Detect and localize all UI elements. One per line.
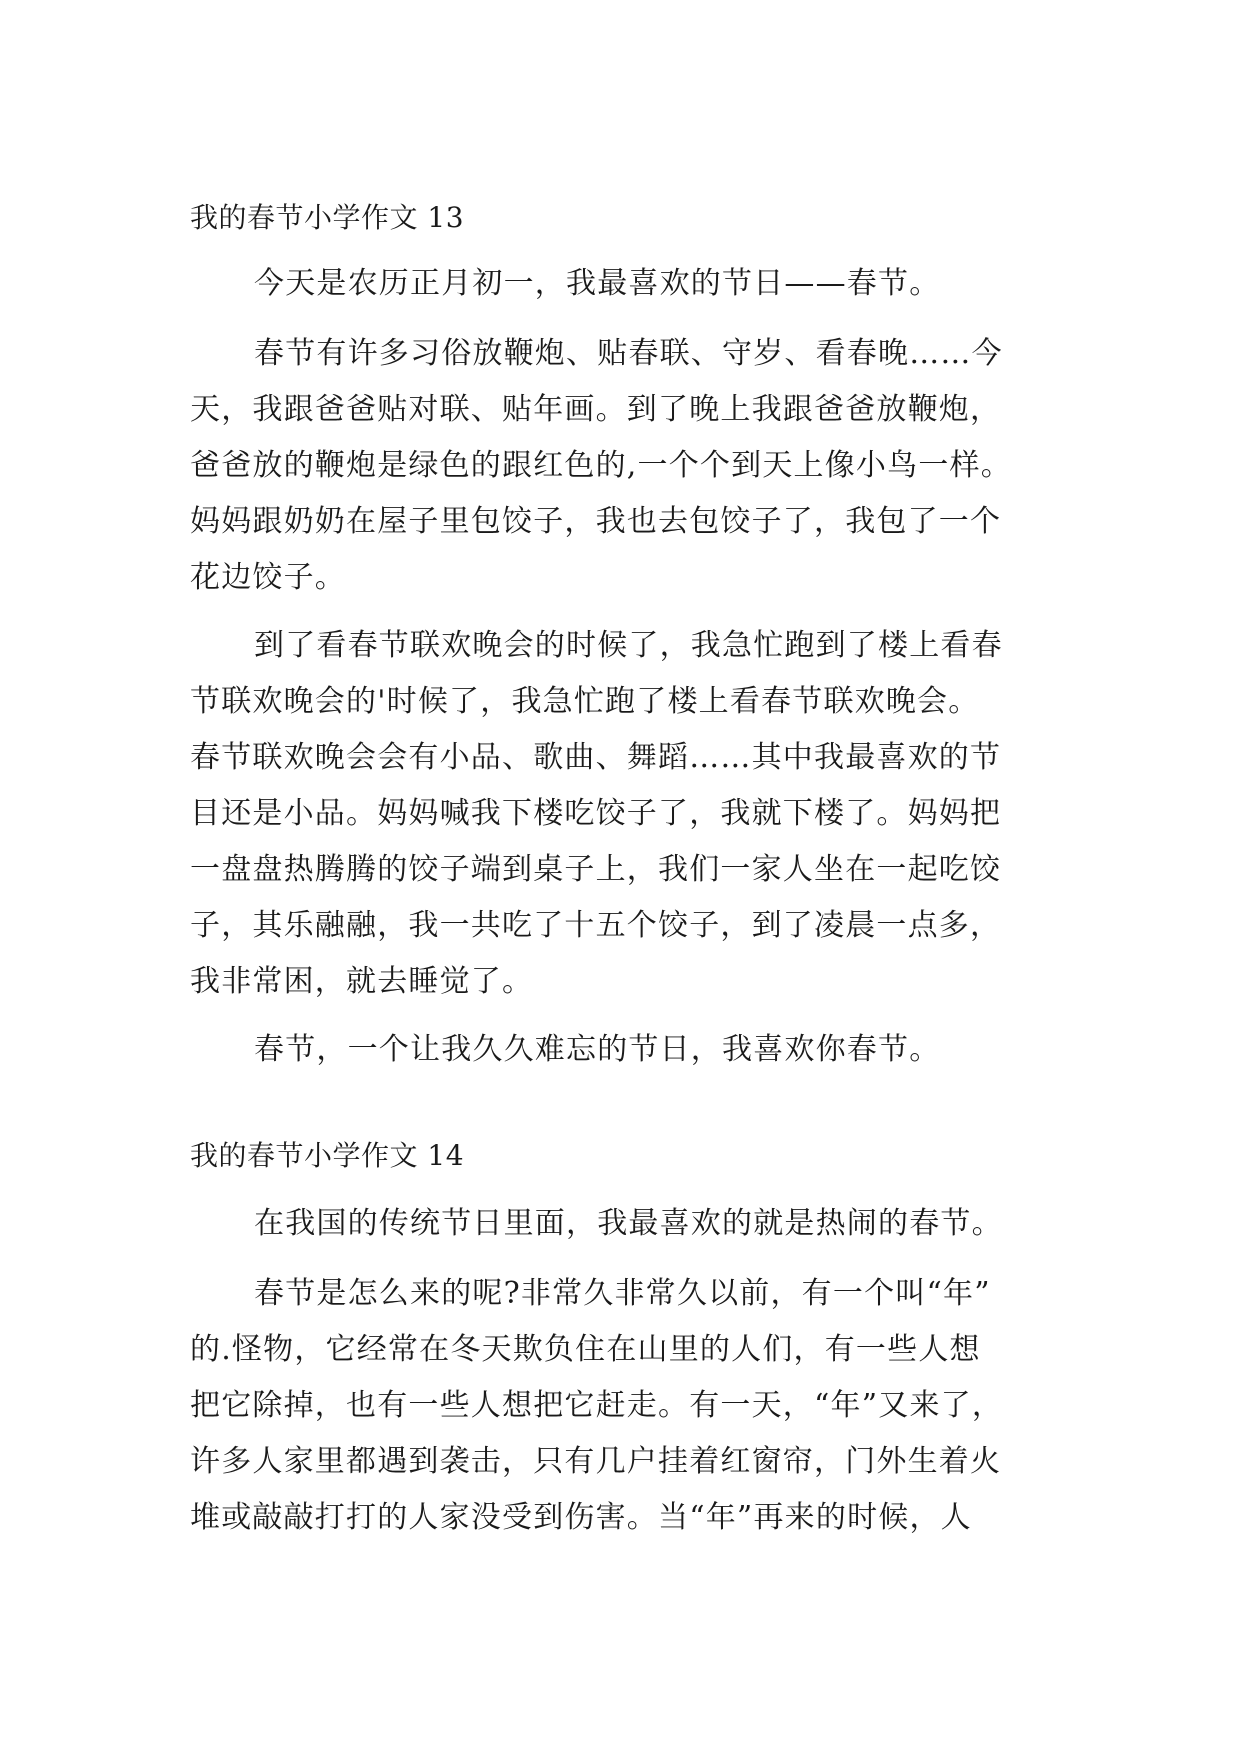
essay-13-title: 我的春节小学作文 13	[190, 201, 465, 234]
essay-14-title: 我的春节小学作文 14	[190, 1139, 465, 1172]
essay-14-line-4: 把它除掉，也有一些人想把它赶走。有一天，“年”又来了，	[190, 1388, 1004, 1423]
essay-13-line-12: 子，其乐融融，我一共吃了十五个饺子，到了凌晨一点多，	[190, 908, 1002, 943]
essay-13-line-7: 到了看春节联欢晚会的时候了，我急忙跑到了楼上看春	[254, 628, 1003, 663]
essay-13-line-10: 目还是小品。妈妈喊我下楼吃饺子了，我就下楼了。妈妈把	[190, 796, 1002, 831]
essay-13-line-6: 花边饺子。	[190, 560, 346, 595]
essay-13-line-9: 春节联欢晚会会有小品、歌曲、舞蹈……其中我最喜欢的节	[190, 740, 1002, 775]
essay-13-line-5: 妈妈跟奶奶在屋子里包饺子，我也去包饺子了，我包了一个	[190, 504, 1002, 539]
essay-13-line-8: 节联欢晚会的'时候了，我急忙跑了楼上看春节联欢晚会。	[190, 684, 980, 719]
essay-13-line-3: 天，我跟爸爸贴对联、贴年画。到了晚上我跟爸爸放鞭炮，	[190, 392, 1002, 427]
essay-13-line-4: 爸爸放的鞭炮是绿色的跟红色的,一个个到天上像小鸟一样。	[190, 448, 1012, 483]
essay-13-line-14: 春节，一个让我久久难忘的节日，我喜欢你春节。	[254, 1032, 941, 1067]
essay-13-line-13: 我非常困，就去睡觉了。	[190, 964, 534, 999]
essay-14-line-2: 春节是怎么来的呢?非常久非常久以前，有一个叫“年”	[254, 1276, 991, 1311]
essay-13-line-11: 一盘盘热腾腾的饺子端到桌子上，我们一家人坐在一起吃饺	[190, 852, 1002, 887]
essay-13-line-1: 今天是农历正月初一，我最喜欢的节日——春节。	[254, 266, 941, 301]
essay-14-line-5: 许多人家里都遇到袭击，只有几户挂着红窗帘，门外生着火	[190, 1444, 1002, 1479]
essay-13-line-2: 春节有许多习俗放鞭炮、贴春联、守岁、看春晚……今	[254, 336, 1003, 371]
essay-14-line-3: 的.怪物，它经常在冬天欺负住在山里的人们，有一些人想	[190, 1332, 981, 1367]
essay-14-line-6: 堆或敲敲打打的人家没受到伤害。当“年”再来的时候，人	[190, 1500, 972, 1535]
essay-14-line-1: 在我国的传统节日里面，我最喜欢的就是热闹的春节。	[254, 1206, 1003, 1241]
